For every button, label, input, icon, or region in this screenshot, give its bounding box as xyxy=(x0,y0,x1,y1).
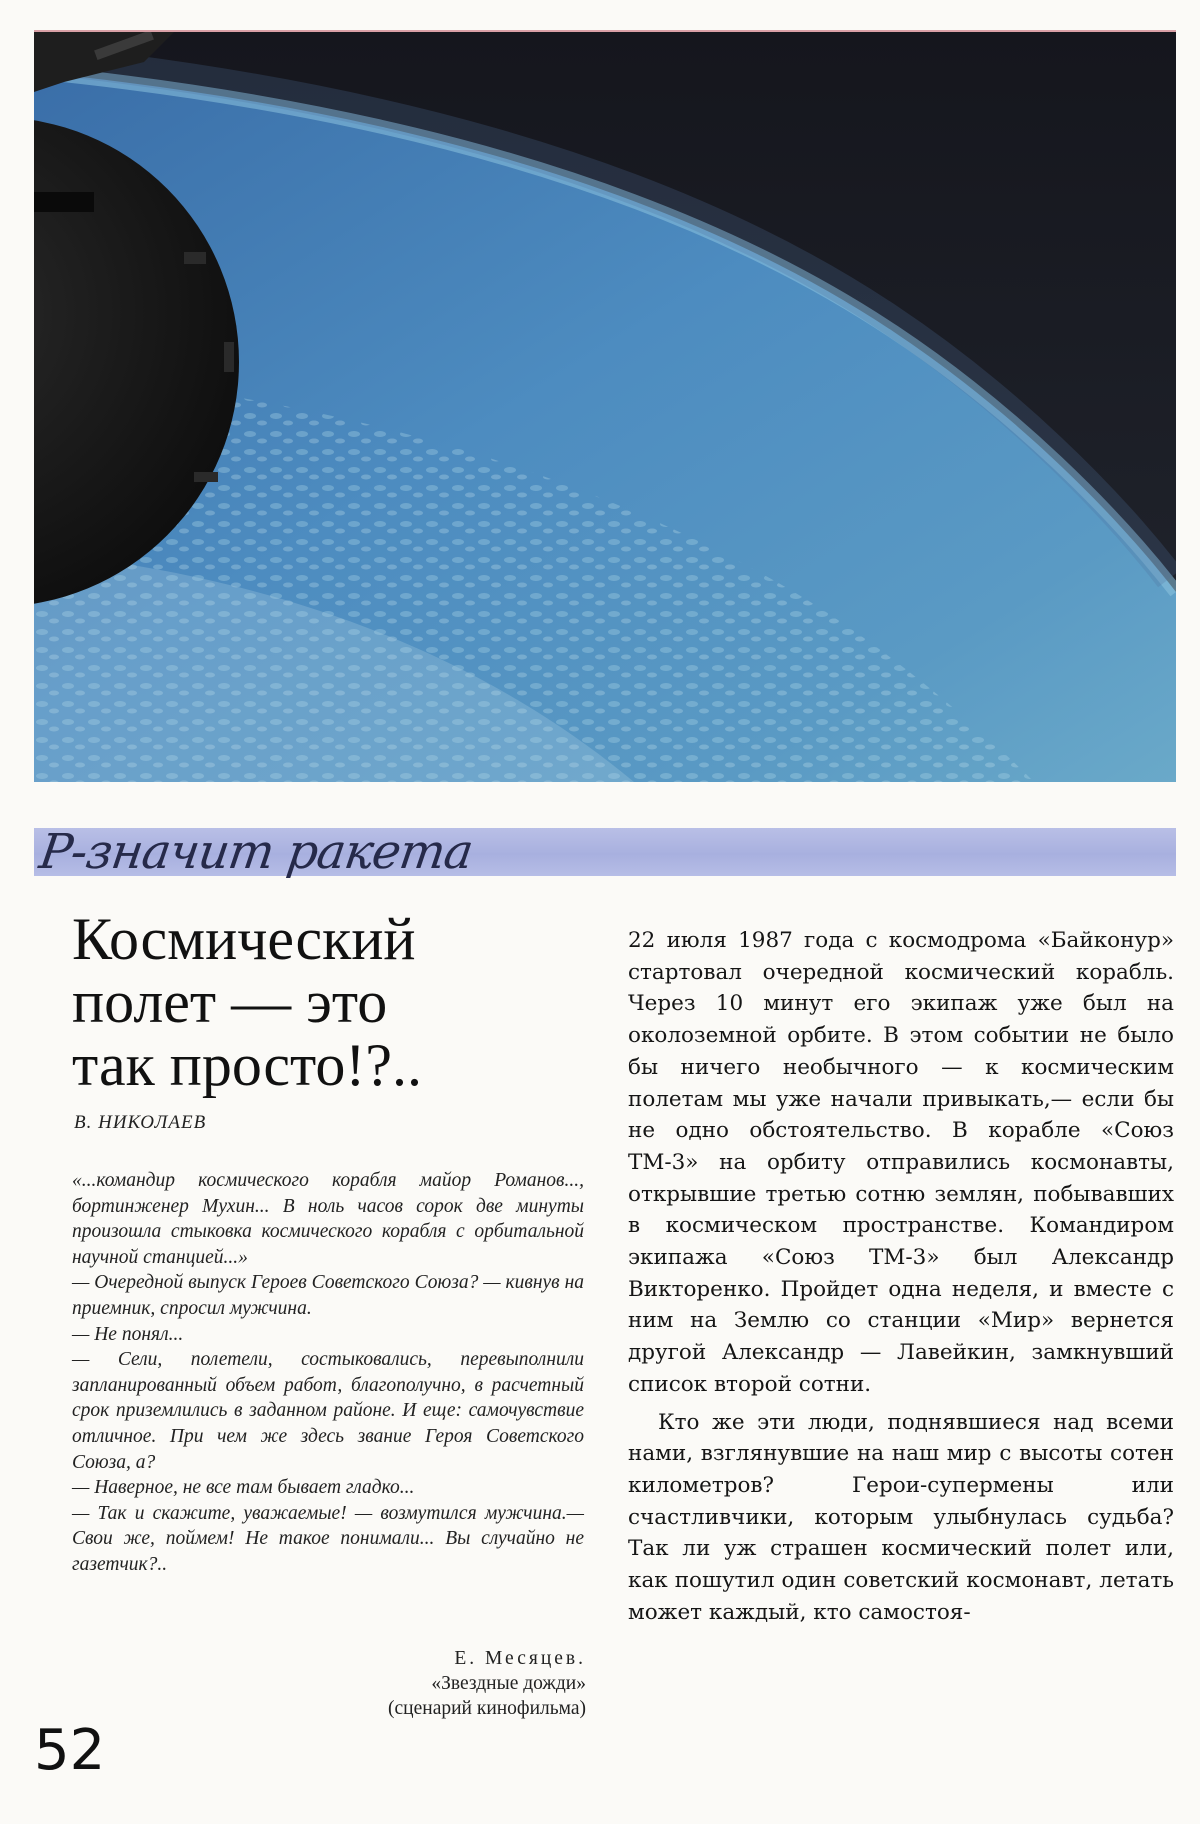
earth-from-orbit-icon xyxy=(34,32,1176,782)
article-author: В. НИКОЛАЕВ xyxy=(74,1112,207,1133)
epigraph-paragraph: «...командир космического корабля майор Романов..., бортинженер Мухин... В ноль часов сорок две минуты произошла стыковка космического корабля с орбитальной научной станцией...» xyxy=(72,1170,584,1268)
earth-from-orbit-photo xyxy=(34,32,1176,782)
signature-note: (сценарий кинофильма) xyxy=(388,1698,586,1719)
signature-name: Е. Месяцев. xyxy=(454,1648,586,1669)
page-number: 52 xyxy=(34,1718,106,1783)
article-headline xyxy=(72,908,592,1097)
headline-line-1: Космический xyxy=(72,906,416,972)
epigraph xyxy=(72,1168,584,1578)
body-paragraph-1: 22 июля 1987 года с космодрома «Байконур» стартовал очередной космический корабль. Через 10 минут его экипаж уже был на околоземной орбите. В этом событии не было бы ничего необычного — к космическим полетам мы уже начали привыкать,— если бы не одно обстоятельство. В корабле «Союз ТМ-3» на орбиту отправились космонавты, открывшие третью сотню землян, побывавших в космическом пространстве. Командиром экипажа «Союз ТМ-3» был Александр Викторенко. Пройдет одна неделя, и вместе с ним на Землю со станции «Мир» вернется другой Александр — Лавейкин, замкнувший список второй сотни. xyxy=(628,928,1174,1397)
headline-line-2: полет — это xyxy=(72,969,388,1035)
epigraph-paragraph: — Так и скажите, уважаемые! — возмутился мужчина.— Свои же, поймем! Не такое понимали... Вы случайно не газетчик?.. xyxy=(72,1502,584,1575)
epigraph-signature xyxy=(260,1646,586,1721)
epigraph-paragraph: — Сели, полетели, состыковались, перевыполнили запланированный объем работ, благополучно, в расчетный срок приземлились в заданном районе. И еще: самочувствие отличное. При чем же здесь звание Героя Советского Союза, а? xyxy=(72,1349,584,1473)
rubric-title: Р-значит ракета xyxy=(36,824,476,880)
epigraph-paragraph: — Не понял... xyxy=(72,1323,184,1345)
signature-title: «Звездные дожди» xyxy=(431,1673,586,1694)
article-body xyxy=(628,925,1174,1628)
headline-line-3: так просто!?.. xyxy=(72,1032,423,1098)
epigraph-paragraph: — Очередной выпуск Героев Советского Союза? — кивнув на приемник, спросил мужчина. xyxy=(72,1272,584,1319)
epigraph-paragraph: — Наверное, не все там бывает гладко... xyxy=(72,1477,415,1499)
body-paragraph-2: Кто же эти люди, поднявшиеся над всеми нами, взглянувшие на наш мир с высоты сотен километров? Герои-супермены или счастливчики, которым улыбнулась судьба? Так ли уж страшен космический полет или, как пошутил один советский космонавт, летать может каждый, кто самостоя- xyxy=(628,1409,1174,1625)
